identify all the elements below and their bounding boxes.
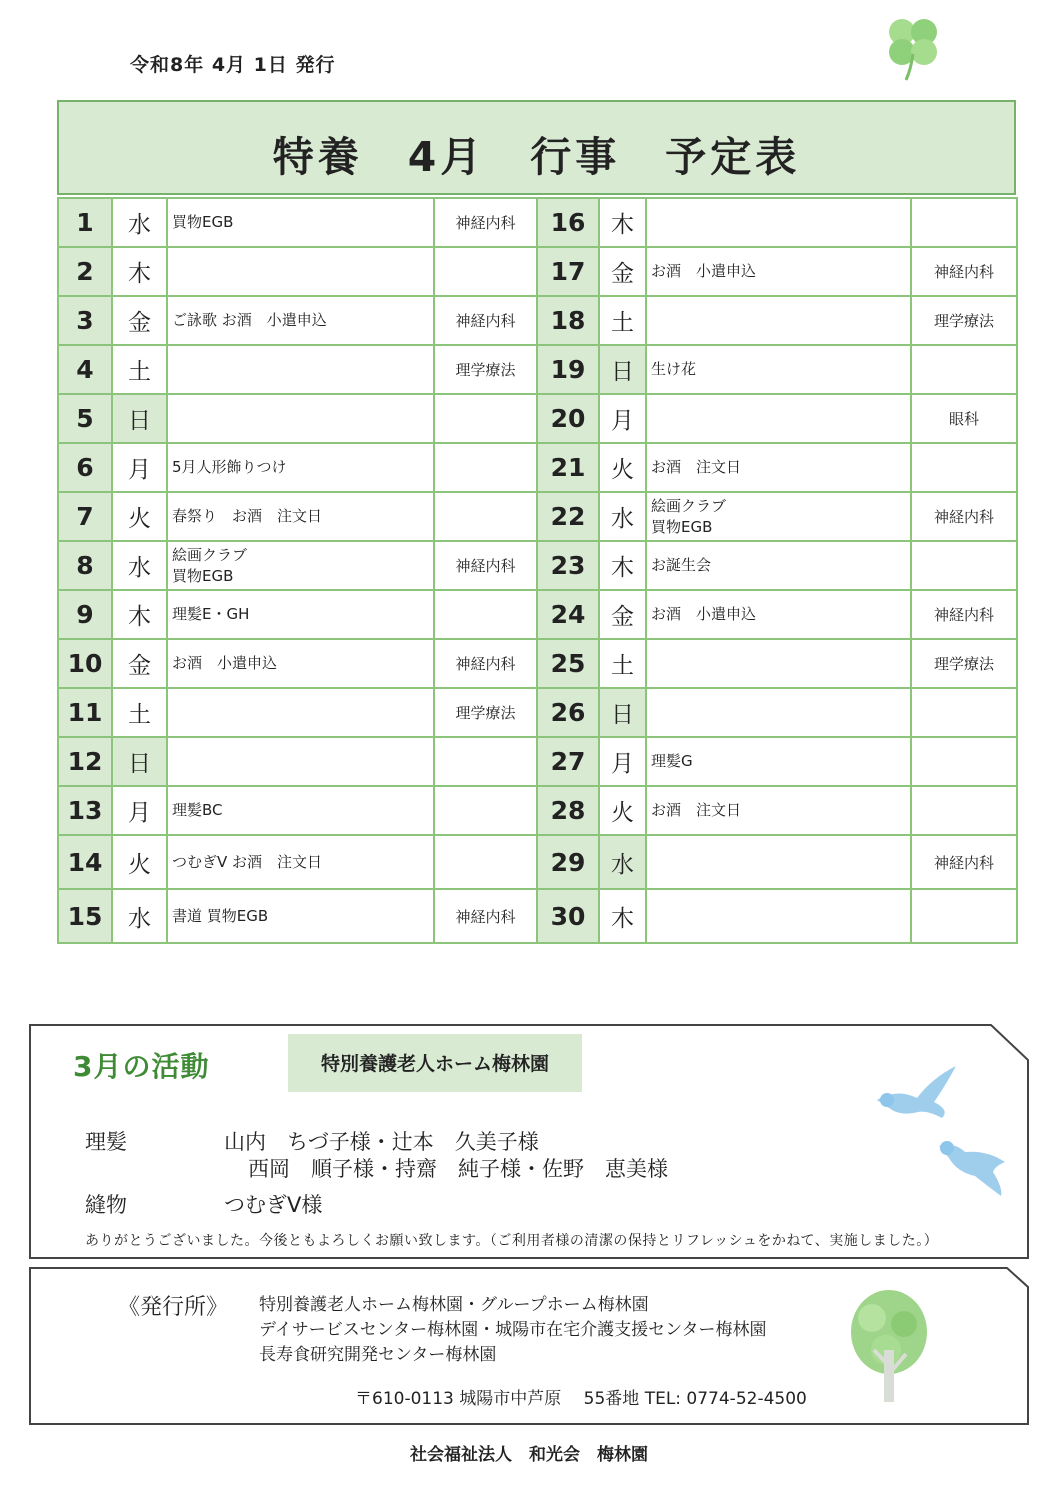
day-number: 27 [537, 737, 599, 786]
event-cell: お酒 小遣申込 [646, 590, 911, 639]
schedule-row [58, 786, 1017, 835]
schedule-row [58, 443, 1017, 492]
day-number: 2 [58, 247, 112, 296]
medical-cell: 理学療法 [434, 345, 537, 394]
bird-icon [872, 1058, 962, 1128]
schedule-row [58, 590, 1017, 639]
weekday: 金 [112, 296, 167, 345]
medical-cell [434, 835, 537, 889]
weekday: 土 [112, 345, 167, 394]
day-number: 13 [58, 786, 112, 835]
address: 〒610-0113 城陽市中芦原 55番地 TEL: 0774-52-4500 [355, 1389, 807, 1409]
medical-cell: 神経内科 [434, 639, 537, 688]
day-number: 23 [537, 541, 599, 590]
event-cell [646, 198, 911, 247]
day-number: 11 [58, 688, 112, 737]
event-cell: お誕生会 [646, 541, 911, 590]
day-number: 10 [58, 639, 112, 688]
day-number: 18 [537, 296, 599, 345]
footer-org: 社会福祉法人 和光会 梅林園 [410, 1445, 648, 1465]
event-cell: 春祭り お酒 注文日 [167, 492, 434, 541]
day-number: 5 [58, 394, 112, 443]
day-number: 1 [58, 198, 112, 247]
medical-cell: 神経内科 [911, 590, 1017, 639]
weekday: 日 [112, 394, 167, 443]
medical-cell [911, 198, 1017, 247]
event-cell: お酒 小遣申込 [167, 639, 434, 688]
medical-cell: 理学療法 [911, 639, 1017, 688]
weekday: 木 [112, 247, 167, 296]
weekday: 月 [112, 443, 167, 492]
schedule-row [58, 247, 1017, 296]
day-number: 4 [58, 345, 112, 394]
medical-cell [434, 737, 537, 786]
event-cell: 理髪BC [167, 786, 434, 835]
day-number: 24 [537, 590, 599, 639]
event-cell [646, 688, 911, 737]
weekday: 金 [112, 639, 167, 688]
day-number: 6 [58, 443, 112, 492]
issue-date: 令和8年 4月 1日 発行 [130, 54, 336, 76]
day-number: 15 [58, 889, 112, 943]
medical-cell: 神経内科 [434, 198, 537, 247]
haircut-names-1: 山内 ちづ子様・辻本 久美子様 [224, 1130, 539, 1154]
medical-cell: 眼科 [911, 394, 1017, 443]
publisher-line: 特別養護老人ホーム梅林園・グループホーム梅林園 [259, 1295, 649, 1315]
weekday: 水 [112, 889, 167, 943]
medical-cell [911, 443, 1017, 492]
day-number: 22 [537, 492, 599, 541]
event-cell [646, 296, 911, 345]
event-cell: 絵画クラブ 買物EGB [167, 541, 434, 590]
day-number: 14 [58, 835, 112, 889]
sewing-label: 縫物 [85, 1193, 127, 1217]
event-cell [167, 394, 434, 443]
event-cell: 理髪G [646, 737, 911, 786]
event-cell: 買物EGB [167, 198, 434, 247]
event-cell [167, 688, 434, 737]
event-cell [646, 889, 911, 943]
day-number: 30 [537, 889, 599, 943]
schedule-row [58, 492, 1017, 541]
day-number: 29 [537, 835, 599, 889]
weekday: 火 [112, 492, 167, 541]
clover-icon [884, 14, 944, 84]
sewing-text: つむぎV様 [224, 1193, 323, 1217]
medical-cell [911, 541, 1017, 590]
medical-cell [911, 786, 1017, 835]
event-cell [167, 345, 434, 394]
event-cell: ご詠歌 お酒 小遣申込 [167, 296, 434, 345]
event-cell [646, 639, 911, 688]
schedule-row [58, 688, 1017, 737]
weekday: 日 [599, 688, 646, 737]
title-banner [57, 100, 1016, 195]
schedule-row [58, 394, 1017, 443]
activities-title: 3月の活動 [73, 1050, 210, 1083]
weekday: 金 [599, 590, 646, 639]
schedule-row [58, 835, 1017, 889]
weekday: 火 [112, 835, 167, 889]
weekday: 土 [112, 688, 167, 737]
medical-cell [434, 786, 537, 835]
schedule-row [58, 737, 1017, 786]
event-cell: 理髪E・GH [167, 590, 434, 639]
medical-cell: 神経内科 [434, 889, 537, 943]
event-cell [167, 737, 434, 786]
thanks-note: ありがとうございました。今後ともよろしくお願い致します。（ご利用者様の清潔の保持とリフレッシュをかねて、実施しました。） [85, 1233, 939, 1249]
publisher-line: 長寿食研究開発センター梅林園 [259, 1345, 497, 1365]
publisher-label: 《発行所》 [118, 1295, 229, 1320]
day-number: 28 [537, 786, 599, 835]
weekday: 土 [599, 296, 646, 345]
schedule-row [58, 889, 1017, 943]
page-title: 特養 4月 行事 予定表 [272, 133, 801, 181]
event-cell: つむぎV お酒 注文日 [167, 835, 434, 889]
day-number: 20 [537, 394, 599, 443]
weekday: 木 [599, 541, 646, 590]
medical-cell: 神経内科 [911, 835, 1017, 889]
medical-cell [911, 737, 1017, 786]
medical-cell [434, 394, 537, 443]
weekday: 月 [599, 737, 646, 786]
medical-cell: 神経内科 [434, 541, 537, 590]
haircut-names-2: 西岡 順子様・持齋 純子様・佐野 恵美様 [248, 1157, 668, 1181]
weekday: 木 [599, 198, 646, 247]
publisher-line: デイサービスセンター梅林園・城陽市在宅介護支援センター梅林園 [259, 1320, 767, 1340]
weekday: 土 [599, 639, 646, 688]
medical-cell: 神経内科 [434, 296, 537, 345]
weekday: 日 [112, 737, 167, 786]
medical-cell: 神経内科 [911, 492, 1017, 541]
event-cell: お酒 注文日 [646, 786, 911, 835]
medical-cell [911, 889, 1017, 943]
schedule-row [58, 541, 1017, 590]
weekday: 金 [599, 247, 646, 296]
weekday: 火 [599, 786, 646, 835]
medical-cell: 理学療法 [434, 688, 537, 737]
bird-icon [935, 1132, 1015, 1200]
weekday: 月 [599, 394, 646, 443]
weekday: 水 [112, 198, 167, 247]
weekday: 水 [112, 541, 167, 590]
event-cell: 5月人形飾りつけ [167, 443, 434, 492]
event-cell [646, 394, 911, 443]
day-number: 17 [537, 247, 599, 296]
weekday: 日 [599, 345, 646, 394]
event-cell: 書道 買物EGB [167, 889, 434, 943]
schedule-table [57, 197, 1018, 944]
day-number: 3 [58, 296, 112, 345]
day-number: 19 [537, 345, 599, 394]
event-cell [167, 247, 434, 296]
day-number: 25 [537, 639, 599, 688]
tree-icon [848, 1288, 930, 1404]
event-cell: お酒 小遣申込 [646, 247, 911, 296]
event-cell [646, 835, 911, 889]
org-tag: 特別養護老人ホーム梅林園 [288, 1034, 582, 1092]
weekday: 水 [599, 835, 646, 889]
day-number: 12 [58, 737, 112, 786]
medical-cell [911, 345, 1017, 394]
schedule-row [58, 639, 1017, 688]
medical-cell [434, 443, 537, 492]
schedule-row [58, 296, 1017, 345]
event-cell: お酒 注文日 [646, 443, 911, 492]
schedule-row [58, 345, 1017, 394]
event-cell: 絵画クラブ 買物EGB [646, 492, 911, 541]
event-cell: 生け花 [646, 345, 911, 394]
haircut-label: 理髪 [85, 1130, 127, 1154]
medical-cell [434, 492, 537, 541]
day-number: 9 [58, 590, 112, 639]
day-number: 16 [537, 198, 599, 247]
medical-cell [911, 688, 1017, 737]
day-number: 26 [537, 688, 599, 737]
weekday: 木 [112, 590, 167, 639]
weekday: 火 [599, 443, 646, 492]
schedule-row [58, 198, 1017, 247]
day-number: 21 [537, 443, 599, 492]
weekday: 木 [599, 889, 646, 943]
day-number: 8 [58, 541, 112, 590]
medical-cell: 理学療法 [911, 296, 1017, 345]
day-number: 7 [58, 492, 112, 541]
medical-cell [434, 590, 537, 639]
weekday: 水 [599, 492, 646, 541]
medical-cell: 神経内科 [911, 247, 1017, 296]
medical-cell [434, 247, 537, 296]
weekday: 月 [112, 786, 167, 835]
